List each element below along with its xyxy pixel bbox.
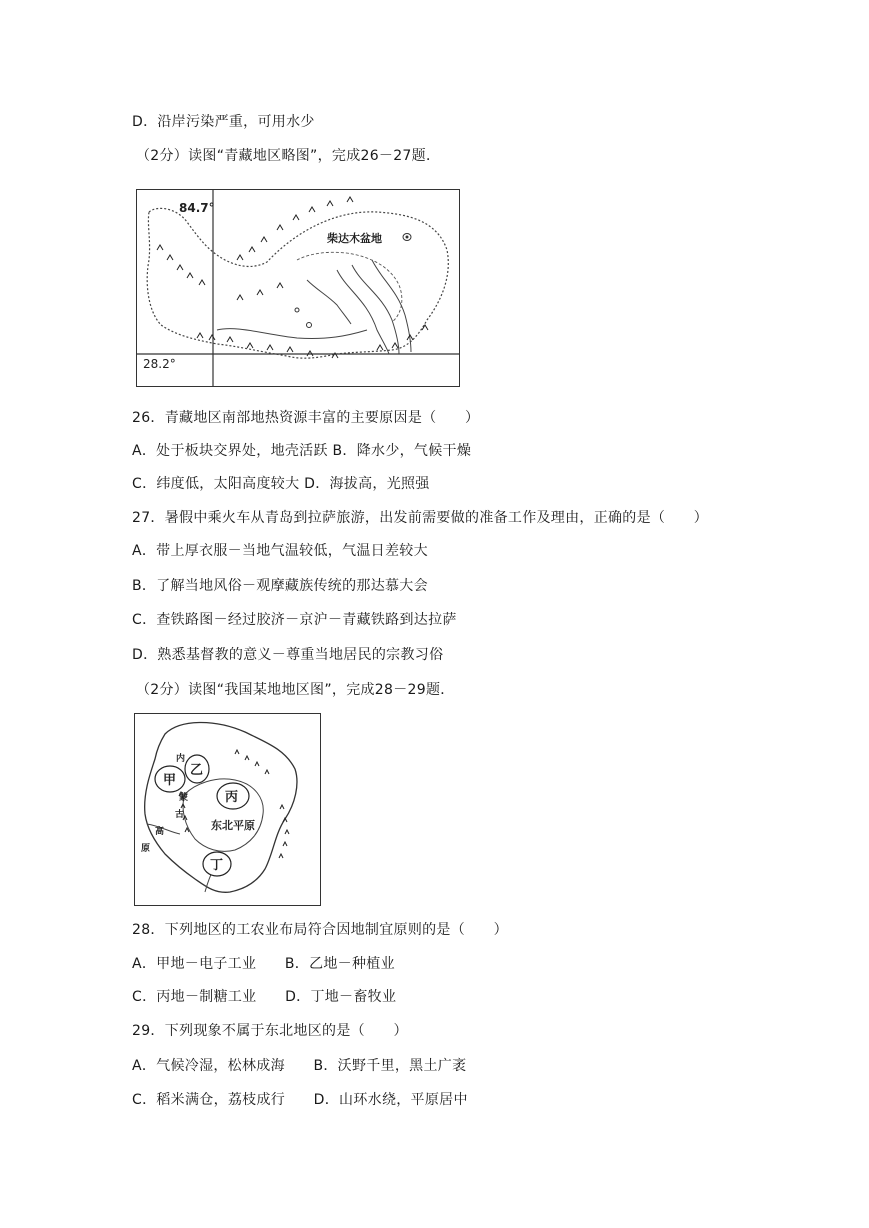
question-29-options-ab: A．气候冷湿，松林成海 B．沃野千里，黑土广袤 <box>132 1058 467 1074</box>
label-gu: 古 <box>175 810 185 820</box>
map1-lon-label: 84.7° <box>179 201 215 215</box>
question-26-options-cd: C．纬度低，太阳高度较大 D．海拔高，光照强 <box>132 476 430 492</box>
label-ding: 丁 <box>210 858 224 873</box>
question-27: 27．暑假中乘火车从青岛到拉萨旅游，出发前需要做的准备工作及理由，正确的是（ ） <box>132 510 709 526</box>
question-27-option-c: C．查铁路图－经过胶济－京沪－青藏铁路到达拉萨 <box>132 612 457 628</box>
question-29-options-cd: C．稻米满仓，荔枝成行 D．山环水绕，平原居中 <box>132 1092 468 1108</box>
question-28: 28．下列地区的工农业布局符合因地制宜原则的是（ ） <box>132 922 508 938</box>
question-27-option-d: D．熟悉基督教的意义－尊重当地居民的宗教习俗 <box>132 647 444 663</box>
label-yuan: 原 <box>141 844 151 854</box>
label-bing: 丙 <box>225 790 239 805</box>
label-jia: 甲 <box>163 773 177 788</box>
question-26-options-ab: A．处于板块交界处，地壳活跃 B．降水少，气候干燥 <box>132 443 472 459</box>
map1-lat-label: 28.2° <box>143 357 176 371</box>
northeast-region-map <box>134 713 321 906</box>
question-26: 26．青藏地区南部地热资源丰富的主要原因是（ ） <box>132 410 480 426</box>
map1-basin-label: 柴达木盆地 <box>327 232 382 245</box>
question-27-option-b: B．了解当地风俗－观摩藏族传统的那达慕大会 <box>132 578 428 594</box>
label-meng: 蒙 <box>179 793 189 803</box>
section-intro-28-29: （2分）读图“我国某地地区图”，完成28－29题． <box>136 682 455 698</box>
label-northeast-plain: 东北平原 <box>211 819 255 832</box>
label-yi: 乙 <box>190 763 204 778</box>
question-27-option-a: A．带上厚衣服－当地气温较低，气温日差较大 <box>132 543 428 559</box>
qinghai-tibet-map <box>136 189 460 387</box>
question-28-options-ab: A．甲地－电子工业 B．乙地－种植业 <box>132 956 395 972</box>
question-29: 29．下列现象不属于东北地区的是（ ） <box>132 1023 408 1039</box>
option-d-previous: D．沿岸污染严重，可用水少 <box>132 114 315 130</box>
label-nei: 内 <box>176 754 186 764</box>
question-28-options-cd: C．丙地－制糖工业 D．丁地－畜牧业 <box>132 989 397 1005</box>
label-gao: 高 <box>155 827 165 837</box>
section-intro-26-27: （2分）读图“青藏地区略图”，完成26－27题． <box>136 148 441 164</box>
